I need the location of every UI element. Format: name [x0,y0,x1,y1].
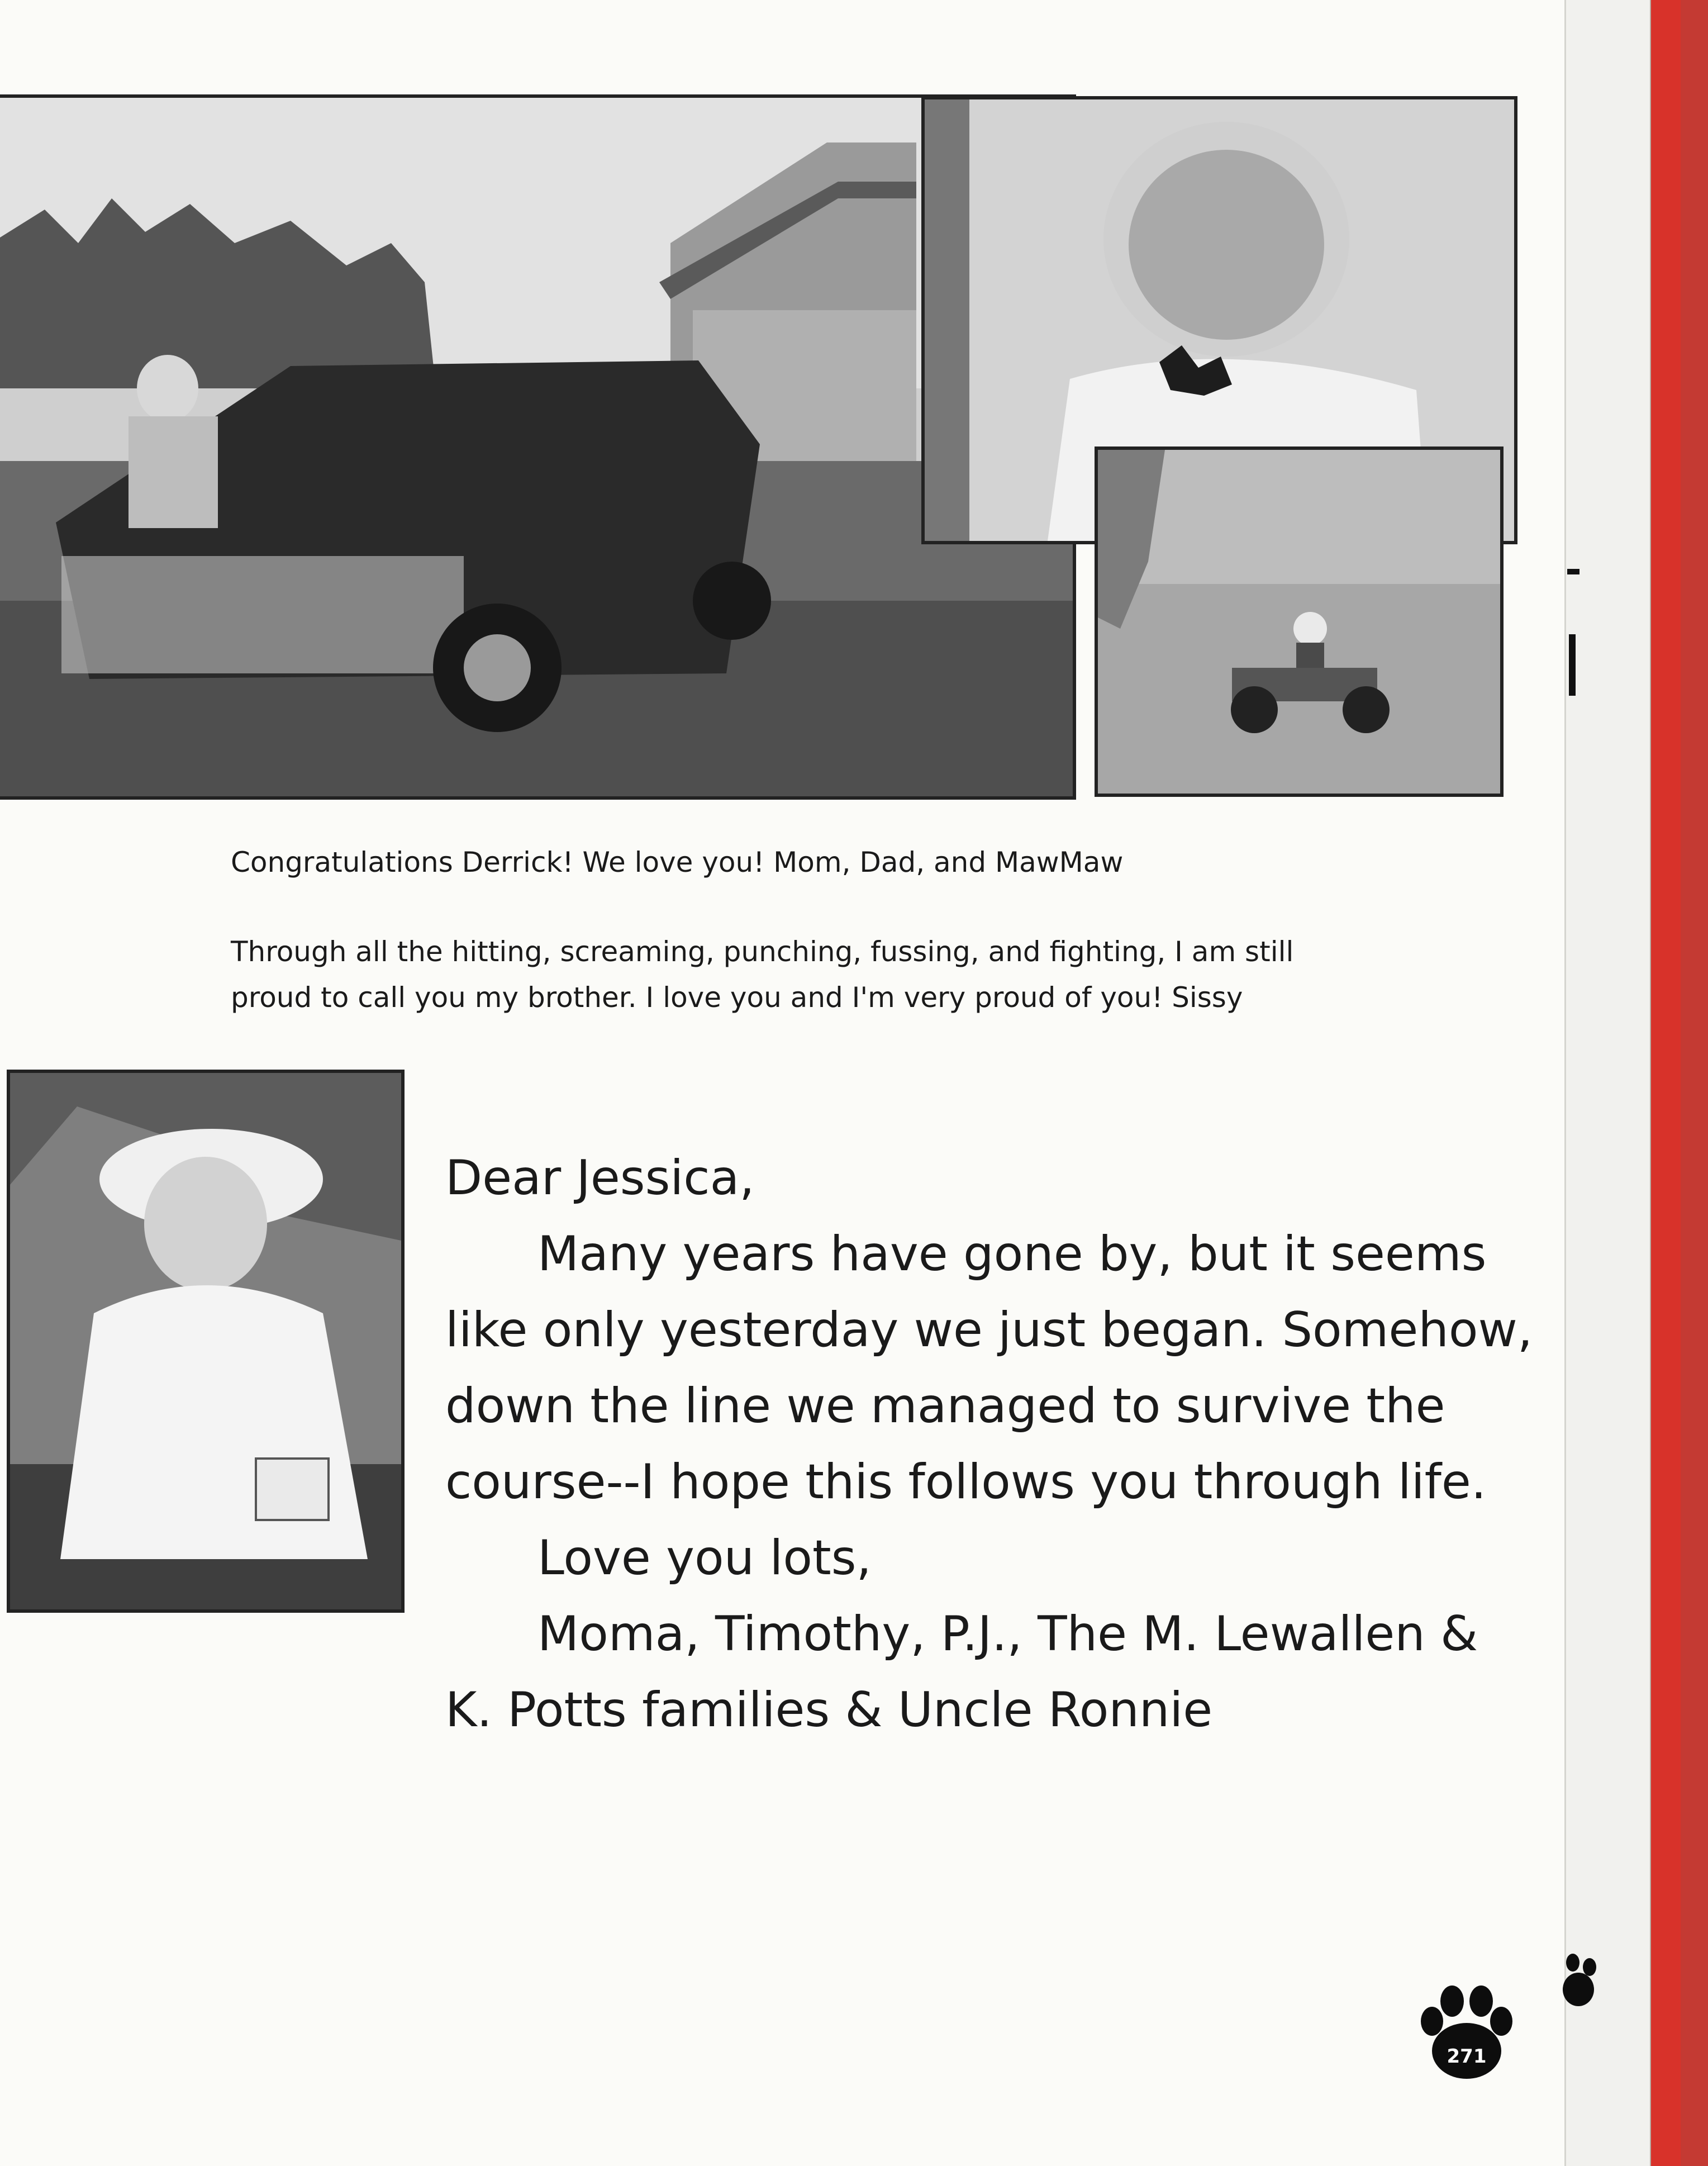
letter-to-jessica [445,1140,1535,1748]
letter-line: down the line we managed to survive the [445,1378,1445,1434]
letter-line: course--I hope this follows you through life. [445,1454,1487,1510]
red-page-edge-outer [1681,0,1708,2166]
letter-signature: Moma, Timothy, P.J., The M. Lewallen & [537,1606,1478,1662]
caption-sissy-line1: Through all the hitting, screaming, punching, fussing, and fighting, I am still [231,935,1294,968]
page-number: 271 [1447,2045,1487,2068]
photo-truck [0,98,1073,796]
letter-line: Many years have gone by, but it seems [537,1226,1487,1282]
photo-jessica [10,1073,401,1609]
letter-signature-cont: K. Potts families & Uncle Ronnie [445,1682,1213,1738]
letter-closing: Love you lots, [537,1530,872,1586]
edge-mark-dash [1567,569,1579,574]
edge-paw-icon [1562,1950,1601,2012]
letter-line: like only yesterday we just began. Somehow, [445,1302,1533,1358]
page-inner-edge [1564,0,1650,2166]
red-page-edge [1651,0,1682,2166]
caption-sissy-line2: proud to call you my brother. I love you and I'm very proud of you! Sissy [231,981,1243,1014]
caption-derrick: Congratulations Derrick! We love you! Mom, Dad, and MawMaw [231,846,1124,878]
photo-atv [1098,450,1500,794]
edge-mark-bar [1569,634,1576,696]
letter-greeting: Dear Jessica, [445,1150,755,1206]
